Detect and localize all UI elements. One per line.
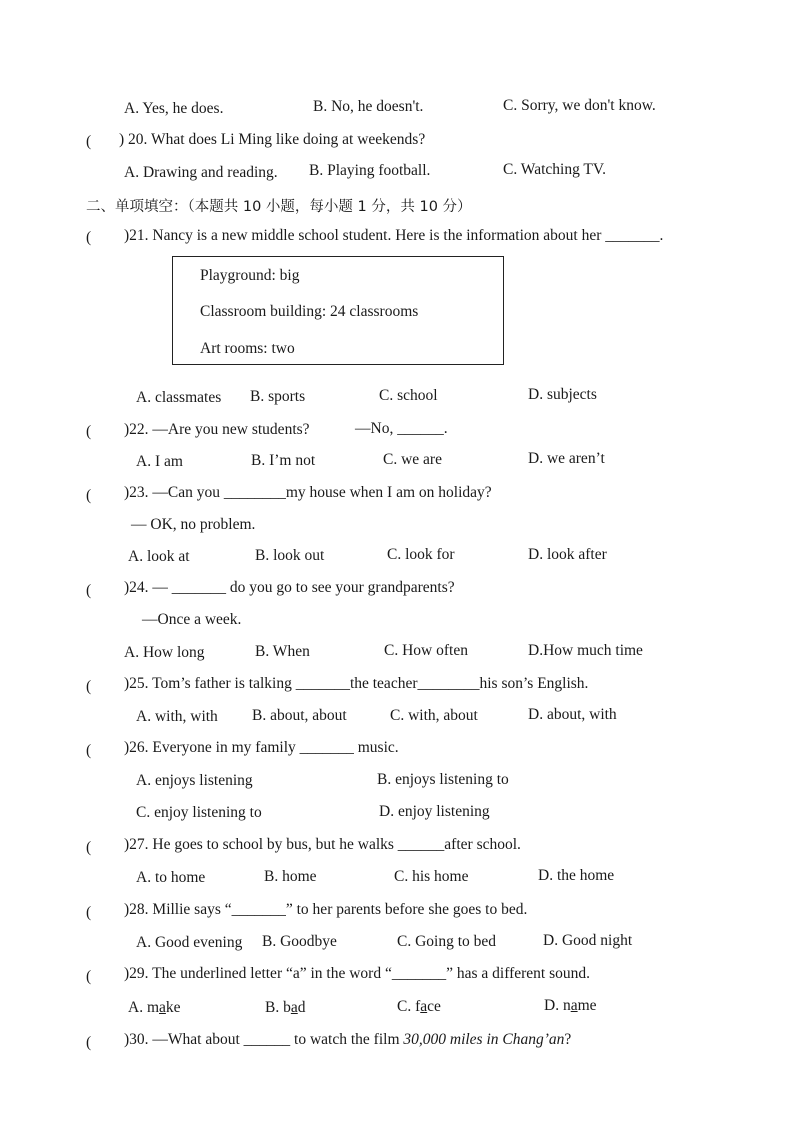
section-title: 二、单项填空：（本题共 10 小题，每小题 1 分，共 10 分） xyxy=(86,199,472,215)
q28-option-b: B. Goodbye xyxy=(262,933,337,950)
q20-option-a: A. Drawing and reading. xyxy=(124,164,278,181)
q21-option-c: C. school xyxy=(379,387,438,404)
q23-option-c: C. look for xyxy=(387,546,455,563)
film-title: 30,000 miles in Chang’an xyxy=(403,1031,565,1048)
q20-paren: ( xyxy=(86,133,92,150)
q24-paren: ( xyxy=(86,582,92,599)
info-box-line: Classroom building: 24 classrooms xyxy=(200,303,419,320)
q25-paren: ( xyxy=(86,678,92,695)
q25-option-b: B. about, about xyxy=(252,707,347,724)
q22-reply: —No, ______. xyxy=(355,420,448,437)
q28-option-c: C. Going to bed xyxy=(397,933,497,950)
q20-option-c: C. Watching TV. xyxy=(503,161,606,178)
info-box-line: Playground: big xyxy=(200,267,300,284)
q27-option-c: C. his home xyxy=(394,868,469,885)
q22-option-d: D. we aren’t xyxy=(528,450,605,467)
q30-paren: ( xyxy=(86,1034,92,1051)
q24-reply: —Once a week. xyxy=(142,611,242,628)
q25-option-a: A. with, with xyxy=(136,708,218,725)
q26-option-c: C. enjoy listening to xyxy=(136,804,262,821)
q20-option-b: B. Playing football. xyxy=(309,162,431,179)
q23-reply: — OK, no problem. xyxy=(131,516,256,533)
q25-option-c: C. with, about xyxy=(390,707,478,724)
q21-option-d: D. subjects xyxy=(528,386,597,403)
q27-option-b: B. home xyxy=(264,868,317,885)
q24-option-d: D.How much time xyxy=(528,642,643,659)
q24-option-b: B. When xyxy=(255,643,310,660)
q22-option-b: B. I’m not xyxy=(251,452,316,469)
q24-option-c: C. How often xyxy=(384,642,468,659)
q26-option-a: A. enjoys listening xyxy=(136,772,253,789)
q26-option-b: B. enjoys listening to xyxy=(377,771,509,788)
q26-paren: ( xyxy=(86,742,92,759)
q19-option-c: C. Sorry, we don't know. xyxy=(503,97,656,114)
q28-paren: ( xyxy=(86,904,92,921)
q25-option-d: D. about, with xyxy=(528,706,617,723)
q27-option-a: A. to home xyxy=(136,869,206,886)
q29-option-a: A. make xyxy=(128,999,181,1016)
q27-paren: ( xyxy=(86,839,92,856)
q28-option-a: A. Good evening xyxy=(136,934,243,951)
q29-stem: )29. The underlined letter “a” in the word “_______” has a different sound. xyxy=(124,965,590,982)
q22-paren: ( xyxy=(86,423,92,440)
q19-option-a: A. Yes, he does. xyxy=(124,100,224,117)
q23-option-d: D. look after xyxy=(528,546,607,563)
q21-paren: ( xyxy=(86,229,92,246)
q27-option-d: D. the home xyxy=(538,867,615,884)
q25-stem: )25. Tom’s father is talking _______the teacher________his son’s English. xyxy=(124,675,589,692)
info-box xyxy=(172,256,504,365)
q23-option-b: B. look out xyxy=(255,547,325,564)
q28-stem: )28. Millie says “_______” to her parents before she goes to bed. xyxy=(124,901,528,918)
q26-stem: )26. Everyone in my family _______ music. xyxy=(124,739,399,756)
q22-stem: )22. —Are you new students? xyxy=(124,421,310,438)
q19-option-b: B. No, he doesn't. xyxy=(313,98,424,115)
q20-stem: ) 20. What does Li Ming like doing at weekends? xyxy=(119,131,426,148)
q24-option-a: A. How long xyxy=(124,644,205,661)
q26-option-d: D. enjoy listening xyxy=(379,803,490,820)
q29-option-b: B. bad xyxy=(265,999,306,1016)
q21-option-a: A. classmates xyxy=(136,389,222,406)
q23-paren: ( xyxy=(86,487,92,504)
q30-stem: )30. —What about ______ to watch the film 30,000 miles in Chang’an? xyxy=(124,1031,572,1048)
q24-stem: )24. — _______ do you go to see your grandparents? xyxy=(124,579,455,596)
q22-option-a: A. I am xyxy=(136,453,183,470)
q21-stem: )21. Nancy is a new middle school student. Here is the information about her _______. xyxy=(124,227,664,244)
info-box-line: Art rooms: two xyxy=(200,340,295,357)
q29-paren: ( xyxy=(86,968,92,985)
q23-option-a: A. look at xyxy=(128,548,190,565)
q29-option-d: D. name xyxy=(544,997,597,1014)
q27-stem: )27. He goes to school by bus, but he walks ______after school. xyxy=(124,836,521,853)
q22-option-c: C. we are xyxy=(383,451,442,468)
q23-stem: )23. —Can you ________my house when I am on holiday? xyxy=(124,484,492,501)
q21-option-b: B. sports xyxy=(250,388,306,405)
q28-option-d: D. Good night xyxy=(543,932,633,949)
q29-option-c: C. face xyxy=(397,998,441,1015)
